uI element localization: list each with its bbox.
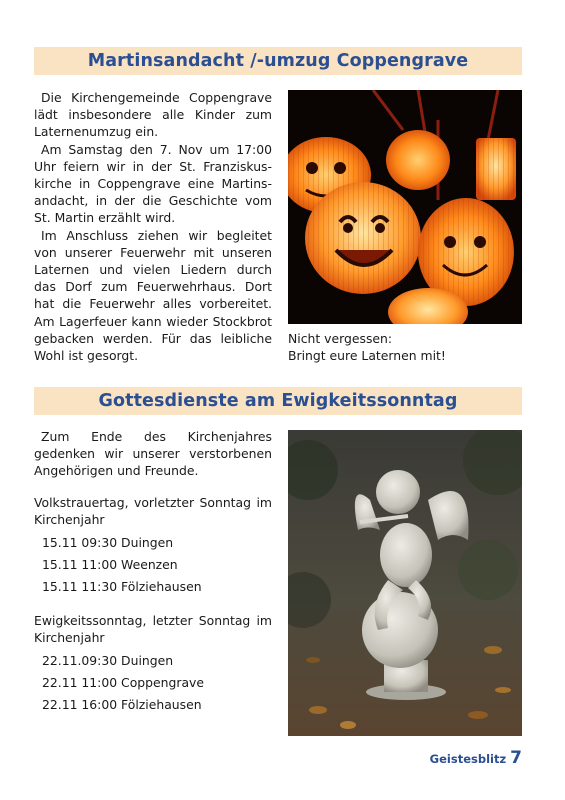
angel-statue-photo bbox=[288, 430, 522, 736]
paragraph: Am Samstag den 7. Nov um 17:00 Uhr feiern wir in der St. Franziskuskirche in Coppengrave eine Martinsandacht, in der die Geschichte vom St. Martin erzählt wird. bbox=[34, 141, 272, 226]
page-number: 7 bbox=[510, 748, 522, 768]
schedule-heading: Ewigkeitssonntag, letzter Sonntag im Kirchenjahr bbox=[34, 613, 272, 646]
schedule-heading: Volkstrauertag, vorletzter Sonntag im Kirchenjahr bbox=[34, 494, 272, 527]
section-title: Martinsandacht /-umzug Coppengrave bbox=[87, 51, 469, 71]
intro-paragraph: Zum Ende des Kirchenjahres gedenken wir unserer verstorbenen Angehörigen und Freunde. bbox=[34, 429, 272, 479]
paragraph: Die Kirchengemeinde Coppengrave lädt insbesondere alle Kinder zum Laternenumzug ein. bbox=[34, 90, 272, 140]
schedule-item: 15.11 09:30 Duingen bbox=[42, 535, 174, 551]
caption-line: Bringt eure Laternen mit! bbox=[288, 348, 446, 364]
schedule-item: 22.11 16:00 Fölziehausen bbox=[42, 697, 202, 713]
schedule-list bbox=[34, 532, 272, 598]
page-footer bbox=[430, 748, 522, 768]
schedule-item: 22.11.09:30 Duingen bbox=[42, 653, 174, 669]
photo-caption bbox=[288, 330, 446, 364]
section-banner-ewigkeitssonntag bbox=[34, 387, 522, 415]
angel-statue-image bbox=[288, 430, 522, 736]
lanterns-image bbox=[288, 90, 522, 324]
article-martin-text bbox=[34, 89, 272, 364]
schedule-item: 15.11 11:00 Weenzen bbox=[42, 557, 178, 573]
magazine-name: Geistesblitz bbox=[429, 752, 507, 766]
section-banner-martin bbox=[34, 47, 522, 75]
caption-line: Nicht vergessen: bbox=[288, 331, 393, 346]
schedule-list bbox=[34, 650, 272, 716]
schedule-item: 22.11 11:00 Coppengrave bbox=[42, 675, 205, 691]
paragraph: Im Anschluss ziehen wir begleitet von unserer Feuerwehr mit unseren Laternen und vielen Liedern durch das Dorf zum Feuerwehrhaus. Dort hat die Feuerwehr alles vorbereitet. Am Lagerfeuer kann wieder Stockbrot gebacken werden. Für das leibliche Wohl ist gesorgt. bbox=[34, 227, 272, 364]
article-services-text bbox=[34, 428, 272, 716]
section-title: Gottesdienste am Ewigkeitssonntag bbox=[98, 391, 458, 411]
schedule-item: 15.11 11:30 Fölziehausen bbox=[42, 579, 202, 595]
lanterns-photo bbox=[288, 90, 522, 324]
